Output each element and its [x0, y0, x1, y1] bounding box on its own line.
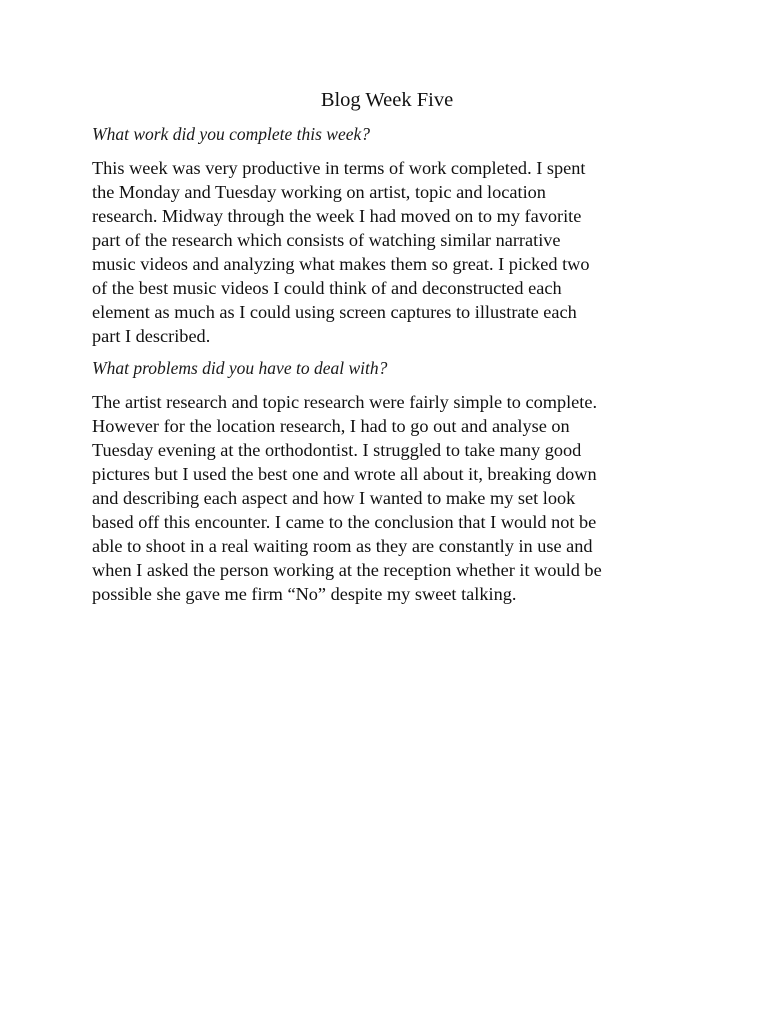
section-problems: [92, 356, 682, 606]
answer-line: Tuesday evening at the orthodontist. I struggled to take many good: [92, 440, 582, 460]
answer-line: pictures but I used the best one and wrote all about it, breaking down: [92, 464, 597, 484]
answer-line: of the best music videos I could think of and deconstructed each: [92, 278, 562, 298]
document-page: [92, 86, 682, 614]
answer-line: music videos and analyzing what makes them so great. I picked two: [92, 254, 590, 274]
answer-line: part of the research which consists of watching similar narrative: [92, 230, 561, 250]
question-problems: What problems did you have to deal with?: [92, 358, 388, 378]
answer-problems: [92, 390, 682, 606]
answer-line: part I described.: [92, 326, 211, 346]
answer-line: research. Midway through the week I had moved on to my favorite: [92, 206, 582, 226]
answer-line: the Monday and Tuesday working on artist, topic and location: [92, 182, 546, 202]
answer-line: element as much as I could using screen captures to illustrate each: [92, 302, 577, 322]
answer-line: The artist research and topic research were fairly simple to complete.: [92, 392, 598, 412]
section-work: [92, 122, 682, 348]
document-title: Blog Week Five: [320, 89, 454, 111]
answer-line: and describing each aspect and how I wanted to make my set look: [92, 488, 576, 508]
answer-line: possible she gave me firm “No” despite my sweet talking.: [92, 584, 517, 604]
answer-line: This week was very productive in terms of work completed. I spent: [92, 158, 586, 178]
answer-line: able to shoot in a real waiting room as they are constantly in use and: [92, 536, 593, 556]
answer-line: when I asked the person working at the reception whether it would be: [92, 560, 602, 580]
question-work: What work did you complete this week?: [92, 124, 370, 144]
answer-line: based off this encounter. I came to the conclusion that I would not be: [92, 512, 597, 532]
answer-work: [92, 156, 682, 348]
answer-line: However for the location research, I had to go out and analyse on: [92, 416, 570, 436]
